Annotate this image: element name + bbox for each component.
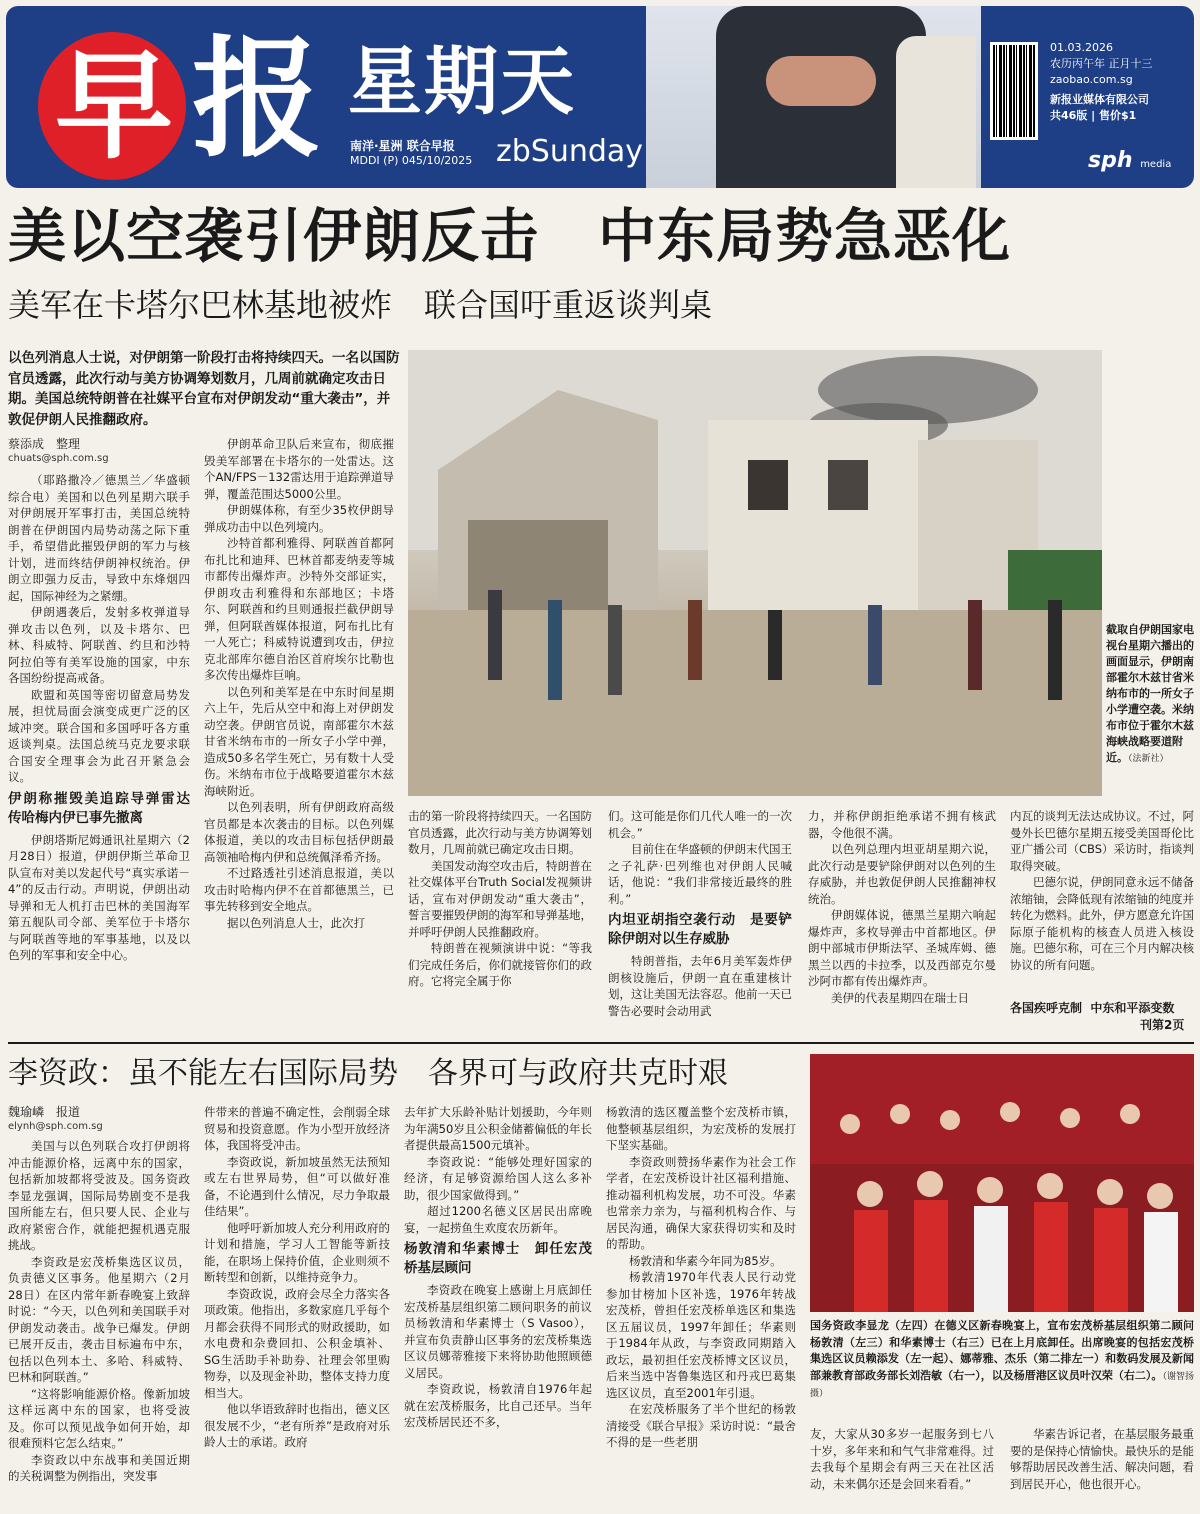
paragraph: 李资政则赞扬华素作为社会工作学者，在宏茂桥设计社区福利措施、推动福利机构发展，功不可没。华素也常亲力亲为，与福利机构合作、与居民沟通，确保大家获得切实和及时的帮助。 (606, 1154, 796, 1251)
paragraph: 巴德尔说，伊朗同意永远不储备浓缩铀，会降低现有浓缩铀的纯度并转化为燃料。此外，伊方愿意允许国际原子能机构的核查人员进入核设施。巴德尔称，可在三个月内解决核协议的所有问题。 (1010, 875, 1194, 972)
barcode (990, 42, 1038, 140)
lead-column-4 (608, 808, 792, 1034)
paragraph: 内瓦的谈判无法达成协议。不过，阿曼外长巴德尔星期五接受美国哥伦比亚广播公司（CBS）采访时，指谈判取得突破。 (1010, 809, 1195, 873)
paragraph: （耶路撒冷／德黑兰／华盛顿综合电）美国和以色列星期六联手对伊朗展开军事打击，美国总统特朗普在伊朗国内局势动荡之际下重手，希望借此摧毁伊朗的军力与核计划，进而终结伊朗神权统治。伊朗立即强力反击，导致中东烽烟四起，国际神经为之紧绷。 (8, 473, 190, 603)
paragraph: 特朗普指，去年6月美军轰炸伊朗核设施后，伊朗一直在重建核计划，这让美国无法容忍。他前一天已警告必要时会动用武 (608, 954, 792, 1018)
sph-brand-suffix: media (1140, 159, 1172, 170)
sph-brand: sph (1088, 148, 1133, 173)
lead-author-email[interactable]: chuats@sph.com.sg (8, 453, 109, 464)
paragraph: 伊朗媒体称，有至少35枚伊朗导弹成功击中以色列境内。 (204, 503, 394, 534)
paragraph: 去年扩大乐龄补贴计划援助，今年则为年满50岁且公积金储蓄偏低的年长者提供最高1500元填补。 (404, 1105, 592, 1152)
masthead-date: 01.03.2026 (1050, 41, 1113, 54)
second-headline: 李资政：虽不能左右国际局势 各界可与政府共克时艰 (8, 1056, 728, 1091)
paragraph: 友，大家从30多岁一起服务到七八十岁，多年来和和气气非常难得。过去我每个星期会有两三天在社区活动，未来偶尔还是会回来看看。” (810, 1427, 994, 1491)
paragraph: 李资政说，政府会尽全力落实各项政策。他指出，多数家庭几乎每个月都会获得不同形式的财政援助，如水电费和杂费回扣、公积金填补、SG生活助手补助券、社理会邻里购物券，以及现金补助，整体支持力度相当大。 (204, 1286, 390, 1400)
teaser-right: 中东和平添变数 (1090, 1001, 1175, 1015)
lead-photo-caption-text: 截取自伊朗国家电视台星期六播出的画面显示，伊朗南部霍尔木兹甘省米纳布市的一所女子小学遭空袭。米纳布市位于霍尔木兹海峡战略要道附近。 (1106, 623, 1194, 764)
lead-author: 蔡添成 整理 (8, 437, 81, 451)
lead-photo-airstrike (408, 350, 1102, 796)
masthead (6, 6, 1194, 188)
second-author: 魏瑜嶙 报道 (8, 1105, 81, 1119)
masthead-mddi: MDDI (P) 045/10/2025 (350, 154, 473, 167)
second-photo-caption (810, 1318, 1194, 1403)
paragraph: 华素告诉记者，在基层服务最重要的是保持心情愉快。最快乐的是能够帮助居民改善生活、解决问题，看到居民开心，他也很开心。 (1010, 1427, 1194, 1491)
second-column-2 (204, 1104, 390, 1512)
crosshead: 内坦亚胡指空袭行动 是要铲除伊朗对以生存威胁 (608, 912, 792, 947)
paragraph: 伊朗遇袭后，发射多枚弹道导弹攻击以色列，以及卡塔尔、巴林、科威特、阿联酋、约旦和沙特阿拉伯等有美军设施的国家，中东各国纷纷提高戒备。 (8, 605, 190, 685)
lead-photo-credit: （法新社） (1128, 754, 1169, 764)
paragraph: 他呼吁新加坡人充分利用政府的计划和措施，学习人工智能等新技能，在职场上保持价值，企业则须不断转型和创新，以维持竞争力。 (204, 1220, 390, 1284)
crosshead: 杨敦清和华素博士 卸任宏茂桥基层顾问 (404, 1241, 592, 1276)
paragraph: 目前住在华盛顿的伊朗末代国王之子礼萨·巴列维也对伊朗人民喊话，他说：“我们非常接近最终的胜利。” (608, 842, 792, 906)
paragraph: 杨敦清的选区覆盖整个宏茂桥市镇，他整顿基层组织，为宏茂桥的发展打下坚实基础。 (606, 1105, 796, 1152)
paragraph: 伊朗媒体说，德黑兰星期六响起爆炸声，多枚导弹击中首都地区。伊朗中部城市伊斯法罕、圣城库姆、德黑兰以西的卡拉季，以及西部克尔曼沙阿市都有传出爆炸声。 (808, 908, 996, 988)
paragraph: 杨敦清和华素今年同为85岁。 (629, 1253, 782, 1268)
second-author-email[interactable]: elynh@sph.com.sg (8, 1121, 103, 1132)
lead-column-1 (8, 436, 204, 1036)
paragraph: 沙特首都利雅得、阿联酋首都阿布扎比和迪拜、巴林首都麦纳麦等城市都传出爆炸声。沙特外交部证实，伊朗攻击利雅得和东部地区；卡塔尔、阿联酋和约旦则通报拦截伊朗导弹，但阿联酋媒体报道，阿布扎比有一人死亡；科威特说遭到攻击，伊拉克北部库尔德自治区首府埃尔比勒也多次传出爆炸巨响。 (204, 536, 394, 682)
photo-figure-hands (766, 56, 876, 106)
paragraph: 以色列表明，所有伊朗政府高级官员都是本次袭击的目标。以色列媒体报道，美以的攻击目标包括伊朗最高领袖哈梅内伊和总统佩泽希齐扬。 (204, 800, 394, 864)
lead-column-2 (204, 436, 394, 1036)
second-photo-credit: （谢智扬摄） (810, 1371, 1194, 1399)
paragraph: 力，并称伊朗拒绝承诺不拥有核武器，令他很不满。 (808, 809, 996, 840)
paragraph: 李资政说，杨敦清自1976年起就在宏茂桥服务，比自己还早。当年宏茂桥居民还不多， (404, 1382, 592, 1429)
masthead-title: 星期天 (348, 39, 576, 125)
crosshead: 伊朗称摧毁美追踪导弹雷达 传哈梅内伊已事先撤离 (8, 790, 204, 826)
paragraph: 件带来的普遍不确定性，会削弱全球贸易和投资意愿。作为小型开放经济体，我国将受冲击。 (204, 1105, 390, 1152)
second-column-4 (606, 1104, 796, 1512)
paragraph: 超过1200名德义区居民出席晚宴，一起捞鱼生欢度农历新年。 (404, 1204, 592, 1235)
paragraph: 李资政是宏茂桥集选区议员，负责德义区事务。他星期六（2月28日）在区内常年新春晚宴上致辞时说：“今天，以色列和美国联手对伊朗发动袭击。战争已爆发。伊朗已展开反击，袭击目标遍布中东，包括以色列本土、多哈、科威特、巴林和阿联酋。” (8, 1254, 190, 1384)
lead-column-3 (408, 808, 592, 1034)
photo-chair (896, 36, 976, 188)
second-column-1 (8, 1104, 190, 1512)
lead-summary: 以色列消息人士说，对伊朗第一阶段打击将持续四天。一名以国防官员透露，此次行动与美方协调筹划数月，几周前就确定攻击日期。美国总统特朗普在社媒平台宣布对伊朗发动“重大袭击”，并敦促伊朗人民推翻政府。 (8, 350, 400, 428)
paragraph: 李资政以中东战事和美国近期的关税调整为例指出，突发事 (8, 1452, 190, 1483)
teaser-page: 刊第2页 (1140, 1018, 1185, 1032)
lead-subheadline: 美军在卡塔尔巴林基地被炸 联合国吁重返谈判桌 (8, 286, 713, 324)
teaser-left: 各国疾呼克制 (1010, 1001, 1083, 1015)
masthead-english-title: zbSunday (496, 134, 644, 169)
logo-zao: 早 (54, 36, 173, 175)
paragraph: 李资政说：“能够处理好国家的经济，有足够资源给国人这么多补助，很少国家做得到。” (404, 1154, 592, 1202)
second-column-5 (810, 1426, 994, 1512)
paragraph: 以色列总理内坦亚胡星期六说，此次行动是要铲除伊朗对以色列的生存威胁，并也敦促伊朗人民推翻神权统治。 (808, 842, 996, 906)
paragraph: 他以华语致辞时也指出，德义区很发展不少，“老有所养”是政府对乐龄人士的承诺。政府 (204, 1402, 390, 1449)
paragraph: 们。这可能是你们几代人唯一的一次机会。” (608, 809, 792, 840)
dinner-scene-graphic (810, 1054, 1194, 1312)
second-column-6 (1010, 1426, 1194, 1512)
masthead-pages-price: 共46版 | 售价$1 (1050, 109, 1137, 122)
paragraph: “这将影响能源价格。像新加坡这样远离中东的国家，也将受波及。你可以预见战争如何开始，却很难预料它怎么结束。” (8, 1386, 190, 1450)
lead-headline: 美以空袭引伊朗反击 中东局势急恶化 (8, 202, 1012, 270)
paragraph: 美国与以色列联合攻打伊朗将冲击能源价格，远离中东的国家，包括新加坡都将受波及。国务资政李显龙强调，国际局势剧变不是我国所能左右，但只要人民、企业与政府紧密合作，就能把握机遇克服挑战。 (8, 1139, 190, 1252)
paragraph: 美国发动海空攻击后，特朗普在社交媒体平台Truth Social发视频讲话，宣布对伊朗发动“重大袭击”，誓言要摧毁伊朗的海军和导弹基地，并呼吁伊朗人民推翻政府。 (408, 858, 592, 939)
masthead-cover-photo (646, 6, 981, 188)
paragraph: 击的第一阶段将持续四天。一名国防官员透露，此次行动与美方协调筹划数月，几周前就已确定攻击日期。 (408, 809, 592, 856)
masthead-lunar-date: 农历丙午年 正月十三 (1050, 57, 1153, 70)
second-column-3 (404, 1104, 592, 1512)
paragraph: 李资政说，新加坡虽然无法预知或左右世界局势，但“可以做好准备，不论遇到什么情况，尽力争取最佳结果”。 (204, 1154, 390, 1218)
paragraph: 特朗普在视频演讲中说：“等我们完成任务后，你们就接管你们的政府。它将完全属于你 (408, 941, 592, 988)
paragraph: 据以色列消息人士，此次打 (227, 915, 365, 930)
sph-media-logo (1088, 148, 1171, 173)
paragraph: 不过路透社引述消息报道，美以攻击时哈梅内伊不在首都德黑兰，已事先转移到安全地点。 (204, 866, 394, 913)
section-divider (8, 1042, 1194, 1044)
lead-column-5 (808, 808, 996, 1034)
logo-bao: 报 (192, 22, 323, 175)
paragraph: 伊朗塔斯尼姆通讯社星期六（2月28日）报道，伊朗伊斯兰革命卫队宣布对美以发起代号“真实承诺－4”的反击行动。声明说，伊朗出动导弹和无人机打击巴林的美国海军第五舰队司令部、美军位于卡塔尔与阿联酋等地的军事基地，以及以色列的军事和安全中心。 (8, 832, 190, 962)
lead-photo-caption (1106, 622, 1196, 767)
lead-column-6 (1010, 808, 1194, 994)
paragraph: 杨敦清1970年代表人民行动党参加甘榜加卜区补选，1976年转战宏茂桥，曾担任宏茂桥单选区和集选区五届议员，1997年卸任；华素则于1984年从政，与李资政同期踏入政坛，最初担任宏茂桥博文区议员，后来当选中峇鲁集选区和丹戎巴葛集选区议员，直至2001年引退。 (606, 1270, 796, 1400)
masthead-website[interactable]: zaobao.com.sg (1050, 73, 1133, 86)
paragraph: 欧盟和英国等密切留意局势发展，担忧局面会演变成更广泛的区域冲突。联合国和多国呼吁各方重返谈判桌。法国总统马克龙要求联合国安全理事会为此召开紧急会议。 (8, 687, 190, 784)
second-photo-dinner (810, 1054, 1194, 1312)
paragraph: 李资政在晚宴上感谢上月底卸任宏茂桥基层组织第二顾问职务的前议员杨敦清和华素博士（S Vasoo），并宣布负责静山区事务的宏茂桥集选区议员娜蒂雅接下来将协助他照顾德义居民。 (404, 1283, 592, 1380)
continued-teaser[interactable] (1010, 1000, 1194, 1034)
airstrike-scene-graphic (408, 350, 1102, 796)
paragraph: 伊朗革命卫队后来宣布，彻底摧毁美军部署在卡塔尔的一处雷达。这个AN/FPS－132雷达用于追踪弹道导弹，覆盖范围达5000公里。 (204, 437, 394, 501)
paragraph: 美伊的代表星期四在瑞士日 (831, 990, 969, 1005)
masthead-editions: 南洋·星洲 联合早报 (350, 139, 455, 153)
paragraph: 在宏茂桥服务了半个世纪的杨敦清接受《联合早报》采访时说：“最舍不得的是一些老朋 (606, 1402, 796, 1449)
masthead-publisher: 新报业媒体有限公司 (1050, 93, 1149, 106)
paragraph: 以色列和美军是在中东时间星期六上午，先后从空中和海上对伊朗发动空袭。伊朗官员说，南部霍尔木兹甘省米纳布市的一所女子小学中弹，造成50多名学生死亡，另有数十人受伤。米纳布市位于战略要道霍尔木兹海峡附近。 (204, 684, 394, 798)
second-photo-caption-text: 国务资政李显龙（左四）在德义区新春晚宴上，宣布宏茂桥基层组织第二顾问杨敦清（左三）和华素博士（右三）已在上月底卸任。出席晚宴的包括宏茂桥集选区议员赖添发（左一起）、娜蒂雅、杰乐（第二排左一）和数码发展及新闻部兼教育部政务部长刘浩敏（右一），以及杨厝港区议员叶汉荣（右二）。 (810, 1319, 1194, 1382)
